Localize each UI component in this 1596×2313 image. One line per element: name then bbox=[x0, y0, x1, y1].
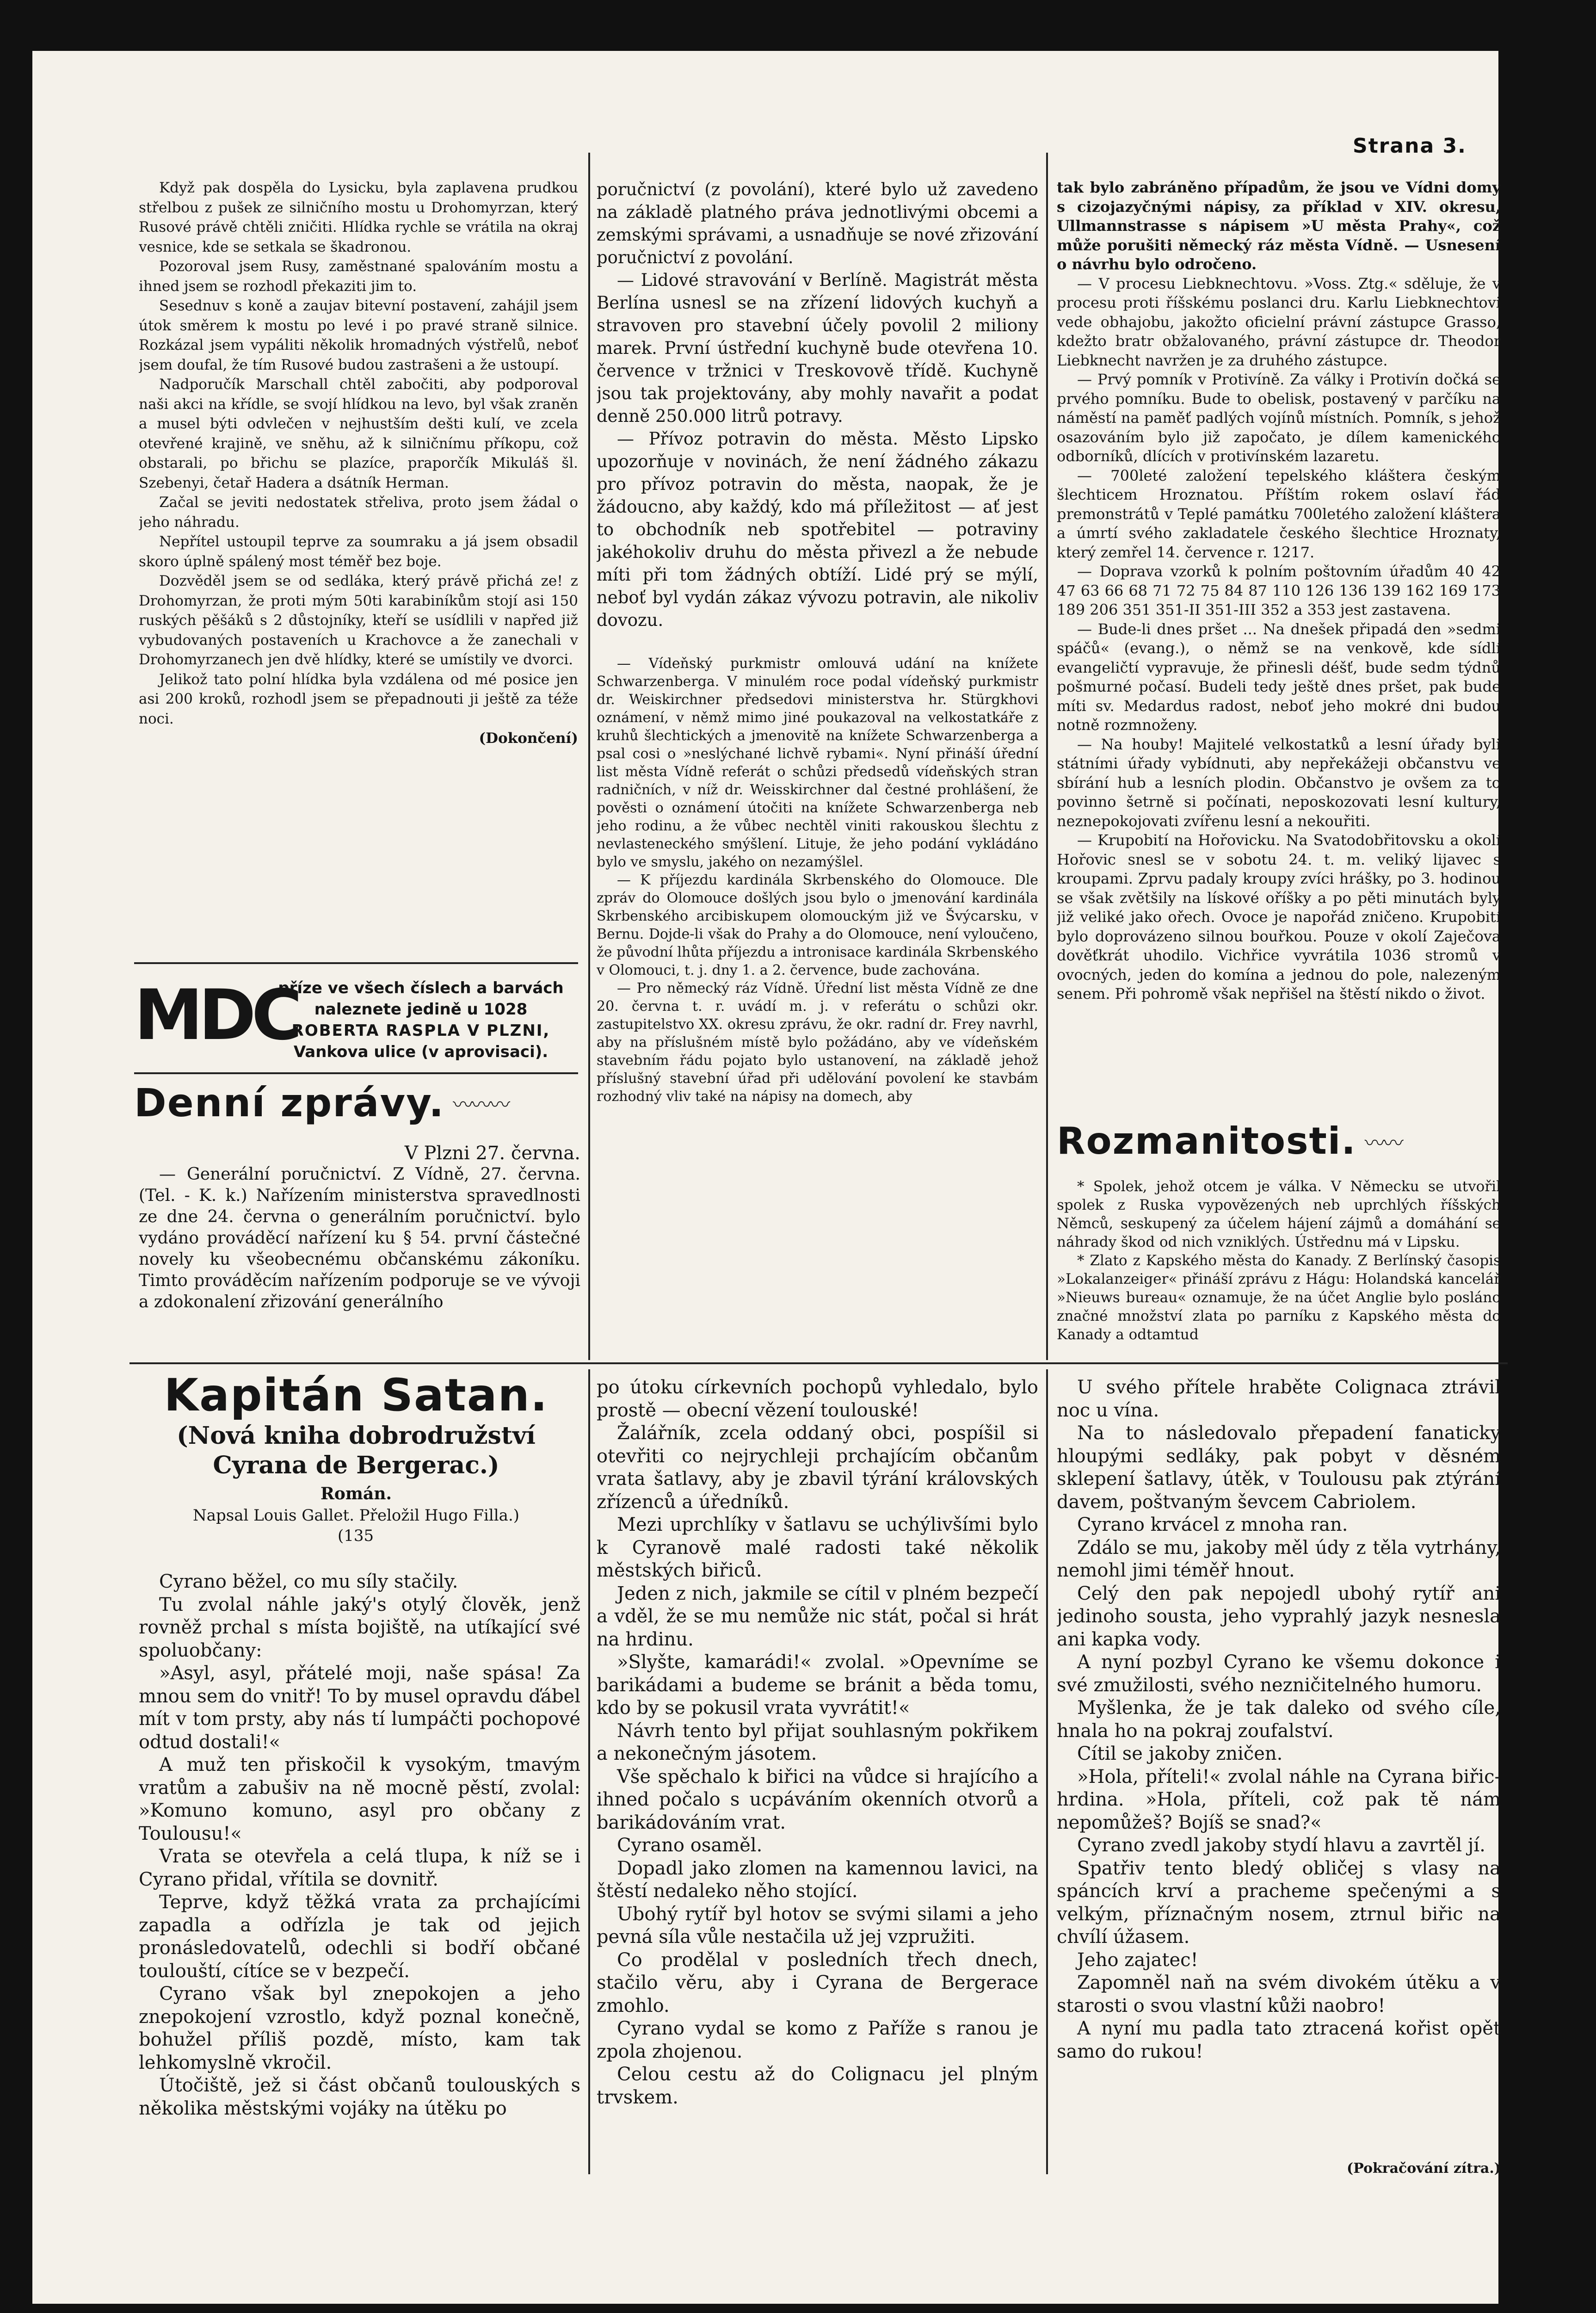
serial-paragraph: A nyní pozbyl Cyrano ke všemu dokonce i své zmužilosti, svého nezničitelného humoru. bbox=[1057, 1651, 1501, 1696]
news-item: — Na houby! Majitelé velkostatků a lesní úřady byli státními úřady vybídnuti, aby nepřekážeji občanstvu ve sbírání hub a lesních plodin. Občanstvo je ovšem za to povinno šetrně si počínati, neposkozovati lesní kultury, neznepokojovati zvířenu lesní a nekouřiti. bbox=[1057, 735, 1501, 830]
serial-paragraph: po útoku církevních pochopů vyhledalo, bylo prostě — obecní vězení toulouské! bbox=[597, 1377, 1038, 1421]
column-divider-2 bbox=[1046, 153, 1048, 1360]
serial-paragraph: Útočiště, jež si část občanů toulouských s několika městskými vojáky na útěku po bbox=[139, 2075, 580, 2119]
story-paragraph: Pozoroval jsem Rusy, zaměstnané spalováním mostu a ihned jsem se rozhodl překaziti jim to. bbox=[139, 258, 578, 295]
serial-paragraph: Žalářník, zcela oddaný obci, pospíšil si otevřiti co nejrychleji prchajícím občanům vrata šatlavy, aby je zbavil týrání královských zřízenců a úředníků. bbox=[597, 1422, 1038, 1513]
serial-paragraph: Spatřiv tento bledý obličej s vlasy na spáncích krví a pracheme spečenými a s velkým, příznačným nosem, ztrnul biřic na chvílí úžasem. bbox=[1057, 1857, 1501, 1948]
serial-paragraph: U svého přítele hraběte Colignaca ztrávil noc u vína. bbox=[1057, 1377, 1501, 1421]
serial-author: Napsal Louis Gallet. Přeložil Hugo Filla.) bbox=[192, 1506, 520, 1525]
news-item: — Přívoz potravin do města. Město Lipsko upozorňuje v novinách, že není žádného zákazu pro přívoz potravin do města, naopak, že je žádoucno, aby každý, kdo má příležitost — ať jest to obchodník neb spotřebitel — potraviny jakéhokoliv druhu do města přivezl a že nebude míti při tom žádných obtíží. Lidé prý se mýlí, neboť byl vydán zákaz vývozu potravin, ale nikoliv dovozu. bbox=[597, 429, 1038, 630]
ad-top-rule bbox=[134, 962, 578, 964]
serial-paragraph: Na to následovalo přepadení fanaticky hloupými sedláky, pak pobyt v děsném sklepení šatlavy, útěk, v Toulousu pak ztýrání davem, poštvaným ševcem Cabriolem. bbox=[1057, 1422, 1501, 1513]
story-signoff: (Dokončení) bbox=[479, 730, 578, 747]
ad-bottom-rule bbox=[134, 1072, 578, 1074]
news-item: tak bylo zabráněno případům, že jsou ve Vídni domy s cizojazyčnými nápisy, za příklad v XIV. okresu, Ullmannstrasse s nápisem »U města Prahy«, což může porušiti německý ráz města Vídně. — Usnesení o návrhu bylo odročeno. bbox=[1057, 179, 1501, 273]
serial-heading bbox=[134, 1369, 578, 1545]
column-divider-4 bbox=[1046, 1369, 1048, 2174]
news-item: — Generální poručnictví. Z Vídně, 27. června. (Tel. - K. k.) Nařízením ministerstva spravedlnosti ze dne 24. června o generálním poručnictví. bylo vydáno prováděcí nařízení ku § 54. první částečné novely ku všeobecnému občanskému zákoníku. Timto prováděcím nařízením podporuje se ve vývoji a zdokonalení zřizování generálního bbox=[139, 1165, 580, 1311]
news-item: — V procesu Liebknechtovu. »Voss. Ztg.« sděluje, že v procesu proti říšskému poslanci dru. Karlu Liebknechtovi vede obhajobu, jakožto oficielní právní zástupce Grasso, kdežto bratr obžalovaného, právní zástupce dr. Theodor Liebknecht navržen je za druhého zástupce. bbox=[1057, 274, 1501, 369]
serial-column-1 bbox=[139, 1571, 580, 2186]
story-paragraph: Dozvěděl jsem se od sedláka, který právě přichá ze! z Drohomyrzan, že proti mým 50ti karabiníkům stojí asi 150 ruských pěšáků s 2 důstojníky, kteří se usídlili v napřed již vybudovaných postaveních u Krachovce a že zanechali v Drohomyrzanech jen dvě hlídky, které se umístily ve dvorci. bbox=[139, 573, 578, 668]
serial-paragraph: »Slyšte, kamarádi!« zvolal. »Opevníme se barikádami a budeme se bránit a běda tomu, kdo by se pokusil vrata vyvrátit!« bbox=[597, 1651, 1038, 1719]
news-item: — K příjezdu kardinála Skrbenského do Olomouce. Dle zpráv do Olomouce došlých jsou bylo o jmenování kardinála Skrbenského arcibiskupem olomouckým již ve Švýcarsku, v Bernu. Dojde-li však do Prahy a do Olomouce, není vyloučeno, že původní lhůta příjezdu a intronisace kardinála Skrbenského v Olomouci, t. j. dny 1. a 2. července, bude zachována. bbox=[597, 872, 1038, 978]
news-dateline: V Plzni 27. června. bbox=[404, 1143, 580, 1164]
serial-paragraph: A nyní mu padla tato ztracená kořist opět samo do rukou! bbox=[1057, 2018, 1501, 2062]
serial-paragraph: Teprve, když těžká vrata za prchajícími zapadla a odřízla je tak od jejich pronásledovatelů, odechli si bodří občané toulouští, cítíce se v bezpečí. bbox=[139, 1892, 580, 1982]
serial-paragraph: Celý den pak nepojedl ubohý rytíř ani jedinoho sousta, jeho vyprahlý jazyk nesnesla ani kapka vody. bbox=[1057, 1583, 1501, 1650]
serial-paragraph: »Hola, příteli!« zvolal náhle na Cyrana biřic-hrdina. »Hola, příteli, což pak tě nám nepomůžeš? Bojíš se snad?« bbox=[1057, 1766, 1501, 1833]
serial-paragraph: Myšlenka, že je tak daleko od svého cíle, hnala ho na pokraj zoufalství. bbox=[1057, 1697, 1501, 1742]
serial-paragraph: Dopadl jako zlomen na kamennou lavici, na štěstí nedaleko něho stojící. bbox=[597, 1857, 1038, 1902]
serial-paragraph: Jeden z nich, jakmile se cítil v plném bezpečí a vděl, že se mu nemůže nic stát, počal si hrát na hrdinu. bbox=[597, 1583, 1038, 1650]
column-divider-3 bbox=[588, 1369, 590, 2174]
serial-paragraph: Vrata se otevřela a celá tlupa, k níž se i Cyrano přidal, vřítila se dovnitř. bbox=[139, 1846, 580, 1890]
ad-text bbox=[264, 977, 578, 1063]
serial-paragraph: Zdálo se mu, jakoby měl údy z těla vytrhány, nemohl jimi téměř hnout. bbox=[1057, 1537, 1501, 1581]
news-item: — Doprava vzorků k polním poštovním úřadům 40 42 47 63 66 68 71 72 75 84 87 110 126 136 139 162 169 173 189 206 351 351-II 351-III 352 a 353 jest zastavena. bbox=[1057, 563, 1501, 618]
story-paragraph: Sesednuv s koně a zaujav bitevní postavení, zahájil jsem útok směrem k mostu po levé i po pravé straně silnice. Rozkázal jsem vypáliti několik hromadných výstřelů, neboť jsem doufal, že tím Rusové budou zastrašeni a že ustoupí. bbox=[139, 297, 578, 373]
column-1-news bbox=[139, 1143, 580, 1360]
serial-title: Kapitán Satan. bbox=[164, 1369, 548, 1421]
news-section-header bbox=[134, 1080, 578, 1126]
page-number-label: Strana 3. bbox=[1353, 134, 1467, 158]
serial-paragraph: Celou cestu až do Colignacu jel plným trvskem. bbox=[597, 2064, 1038, 2108]
news-item: — 700leté založení tepelského kláštera českým šlechticem Hroznatou. Příštím rokem oslaví řád premonstrátů v Teplé památku 700letého založení kláštera a úmrtí svého zakladatele českého šlechtice Hroznaty, který zemřel 14. července r. 1217. bbox=[1057, 466, 1501, 561]
news-item: poručnictví (z povolání), které bylo už zavedeno na základě platného práva jednotlivými obcemi a zemskými správami, a usnadňuje se nové zřizování poručnictví z povolání. bbox=[597, 179, 1038, 267]
serial-column-2 bbox=[597, 1376, 1038, 2186]
advertisement bbox=[134, 965, 578, 1071]
story-paragraph: Jelikož tato polní hlídka byla vzdálena od mé posice jen asi 200 kroků, rozhodl jsem se přepadnouti ji ještě za téže noci. bbox=[139, 671, 578, 727]
misc-section-header bbox=[1057, 1119, 1501, 1163]
news-item: — Bude-li dnes pršet ... Na dnešek připadá den »sedmi spáčů« (evang.), o němž se na venkově, kde sídlí evangeličtí vypravuje, že přinesli déšť, bude sedm týdnů pošmurné počasí. Budeli tedy ještě dnes pršet, pak bude míti sv. Medardus radost, neboť jeho mokré dni budou notně rozmnoženy. bbox=[1057, 620, 1501, 734]
serial-part: (135 bbox=[338, 1527, 374, 1545]
news-item: — Prvý pomník v Protivíně. Za války i Protivín dočká se prvého pomníku. Bude to obelisk, postavený v parčíku na náměstí na paměť padlých vojínů místních. Pomník, s jehož osazováním bylo již započato, je dílem kamenického odborníků, dlících v protivínském lazaretu. bbox=[1057, 371, 1501, 465]
misc-section-title: Rozmanitosti. bbox=[1057, 1119, 1356, 1163]
news-item: — Pro německý ráz Vídně. Úřední list města Vídně ze dne 20. června t. r. uvádí m. j. v referátu o schůzi okr. zastupitelstvo XX. okresu zprávu, že okr. radní dr. Frey navrhl, aby na příslušném místě bylo požádáno, aby ve vídeňském stavebním řádu pojato bylo ustanovení, na základě jehož příslušný stavební úřad při udělování povolení ke stavbám rozhodný vliv také na nápisy na domech, aby bbox=[597, 980, 1038, 1105]
ad-logo: MDC bbox=[134, 975, 298, 1056]
serial-paragraph: Jeho zajatec! bbox=[1077, 1949, 1198, 1971]
serial-paragraph: Tu zvolal náhle jaký's otylý člověk, jenž rovněž prchal s místa bojiště, na utíkající své spoluobčany: bbox=[139, 1594, 580, 1661]
serial-paragraph: Cyrano běžel, co mu síly stačily. bbox=[159, 1571, 458, 1592]
ad-line: ROBERTA RASPLA V PLZNI, bbox=[291, 1021, 550, 1040]
serial-paragraph: Co prodělal v posledních třech dnech, stačilo věru, aby i Cyrana de Bergerace zmohlo. bbox=[597, 1949, 1038, 2016]
column-3-misc bbox=[1057, 1177, 1501, 1360]
column-1-story bbox=[139, 178, 578, 960]
news-item: — Lidové stravování v Berlíně. Magistrát města Berlína usnesl se na zřízení lidových kuchyň a stravoven pro stavební účely povolil 2 miliony marek. První ústřední kuchyně bude otevřena 10. července v tržnici v Treskovově třídě. Kuchyně jsou tak projektovány, aby mohly navařit a podat denně 250.000 litrů potravy. bbox=[597, 270, 1038, 426]
serial-paragraph: »Asyl, asyl, přátelé moji, naše spása! Za mnou sem do vnitř! To by musel opravdu ďábel mít v tom prsty, aby nás tí lumpáčti pochopové odtud dostali!« bbox=[139, 1663, 580, 1753]
ad-line: naleznete jedině u 1028 bbox=[314, 1000, 528, 1019]
section-divider bbox=[129, 1362, 1508, 1364]
serial-column-3 bbox=[1057, 1376, 1501, 2158]
news-item: — Krupobití na Hořovicku. Na Svatodobřitovsku a okolí Hořovic snesl se v sobotu 24. t. m. veliký lijavec s kroupami. Zprvu padaly kroupy zvíci hrášky, po 3. hodinou se však zvětšily na lískové oříšky a po pěti minutách byly již veliké jako ořech. Ovoce je napořád zničeno. Krupobití bylo doprovázeno silnou bouřkou. Pouze v okolí Zaječova dověťkrát uhodilo. Vichřice vyvrátila 1036 stromů v ovocných, jeden do komína a jednou do pole, nalezeným senem. Při pohromě však nepřišel na štěstí nikdo o život. bbox=[1057, 831, 1501, 1002]
serial-paragraph: Cyrano však byl znepokojen a jeho znepokojení vzrostlo, když poznal konečně, bohužel příliš pozdě, místo, kam tak lehkomyslně vkročil. bbox=[139, 1983, 580, 2073]
serial-continuation: (Pokračování zítra.) bbox=[1347, 2160, 1501, 2177]
column-3-news bbox=[1057, 178, 1501, 1101]
ad-line: Vankova ulice (v aprovisaci). bbox=[293, 1043, 548, 1061]
news-item: — Vídeňský purkmistr omlouvá udání na knížete Schwarzenberga. V minulém roce podal vídeňský purkmistr dr. Weiskirchner předsedovi ministerstva hr. Stürgkhovi oznámení, v němž mimo jiné poukazoval na velkostatkáře z kruhů šlechtických a jmenovitě na knížete Schwarzenberga a psal cosi o »neslýchané lichvě rybami«. Nyní přináší úřední list města Vídně referát o schůzi předsedů vídeňských stran radničních, v níž dr. Weisskirchner dal čestné prohlášení, že pověsti o oznámení útočiti na knížete Schwarzenberga neb jeho rodinu, a že vůbec nechtěl viniti rakouskou šlechtu z nevlasteneckého smýšlení. Lituje, že jeho podání vykládáno bylo ve smyslu, jakého on nezamýšlel. bbox=[597, 656, 1038, 870]
ornament-icon: 〰〰 bbox=[1364, 1131, 1402, 1155]
ad-line: příze ve všech číslech a barvách bbox=[278, 979, 564, 997]
news-section-title: Denní zprávy. bbox=[134, 1080, 445, 1126]
story-paragraph: Když pak dospěla do Lysicku, byla zaplavena prudkou střelbou z pušek ze silničního mostu u Drohomyrzan, který Rusové právě chtěli zničiti. Hlídka rychle se vrátila na okraj vesnice, kde se setkala se škadronou. bbox=[139, 179, 578, 255]
serial-paragraph: Cítil se jakoby zničen. bbox=[1077, 1743, 1283, 1764]
column-2-news bbox=[597, 178, 1038, 1360]
story-paragraph: Nepřítel ustoupil teprve za soumraku a já jsem obsadil skoro úplně spálený most téměř bez boje. bbox=[139, 533, 578, 570]
story-paragraph: Začal se jeviti nedostatek střeliva, proto jsem žádal o jeho náhradu. bbox=[139, 494, 578, 531]
serial-paragraph: Mezi uprchlíky v šatlavu se uchýlivšími bylo k Cyranově malé radosti také několik městských biřiců. bbox=[597, 1514, 1038, 1581]
serial-paragraph: Cyrano vydal se komo z Paříže s ranou je zpola zhojenou. bbox=[597, 2018, 1038, 2062]
serial-paragraph: Cyrano osaměl. bbox=[617, 1835, 763, 1856]
ornament-icon: 〰〰〰 bbox=[453, 1093, 509, 1117]
serial-genre: Román. bbox=[320, 1484, 392, 1503]
column-divider-1 bbox=[588, 153, 590, 1360]
serial-subtitle: (Nová kniha dobrodružství Cyrana de Bergerac.) bbox=[177, 1422, 536, 1479]
serial-paragraph: Cyrano krvácel z mnoha ran. bbox=[1077, 1514, 1348, 1535]
misc-item: * Zlato z Kapského města do Kanady. Z Berlínský časopis »Lokalanzeiger« přináší zprávu z Hágu: Holandská kancelář »Nieuws bureau« oznamuje, že na účet Anglie bylo posláno značné množství zlata po parníku z Kapského města do Kanady a odtamtud bbox=[1057, 1252, 1501, 1343]
serial-paragraph: Cyrano zvedl jakoby stydí hlavu a zavrtěl jí. bbox=[1077, 1835, 1485, 1856]
serial-paragraph: A muž ten přiskočil k vysokým, tmavým vratům a zabušiv na ně mocně pěstí, zvolal: »Komuno komuno, asyl pro občany z Toulousu!« bbox=[139, 1754, 580, 1844]
serial-paragraph: Návrh tento byl přijat souhlasným pokřikem a nekonečným jásotem. bbox=[597, 1720, 1038, 1764]
serial-paragraph: Vše spěchalo k biřici na vůdce si hrajícího a ihned počalo s ucpáváním okenních otvorů a barikádováním vrat. bbox=[597, 1766, 1038, 1833]
misc-item: * Spolek, jehož otcem je válka. V Německu se utvořil spolek z Ruska vypovězených neb uprchlých říšských Němců, seskupený za účelem hájení zájmů a domáhání se náhrady škod od nich vzniklých. Ústřednu má v Lipsku. bbox=[1057, 1178, 1501, 1250]
serial-paragraph: Zapomněl naň na svém divokém útěku a v starosti o svou vlastní kůži naobro! bbox=[1057, 1972, 1501, 2016]
story-paragraph: Nadporučík Marschall chtěl zabočiti, aby podporoval naši akci na křídle, se svojí hlídkou na levo, byl však zraněn a musel býti odvlečen v nejhustším dešti kulí, ve zcela otevřené krajině, ve sněhu, až k silničnímu příkopu, což obstarali, po břichu se plazíce, praporčík Mikuláš šl. Szebenyi, četař Hadera a dsátník Herman. bbox=[139, 376, 578, 491]
serial-paragraph: Ubohý rytíř byl hotov se svými silami a jeho pevná síla vůle nestačila už jej vzpružiti. bbox=[597, 1903, 1038, 1948]
